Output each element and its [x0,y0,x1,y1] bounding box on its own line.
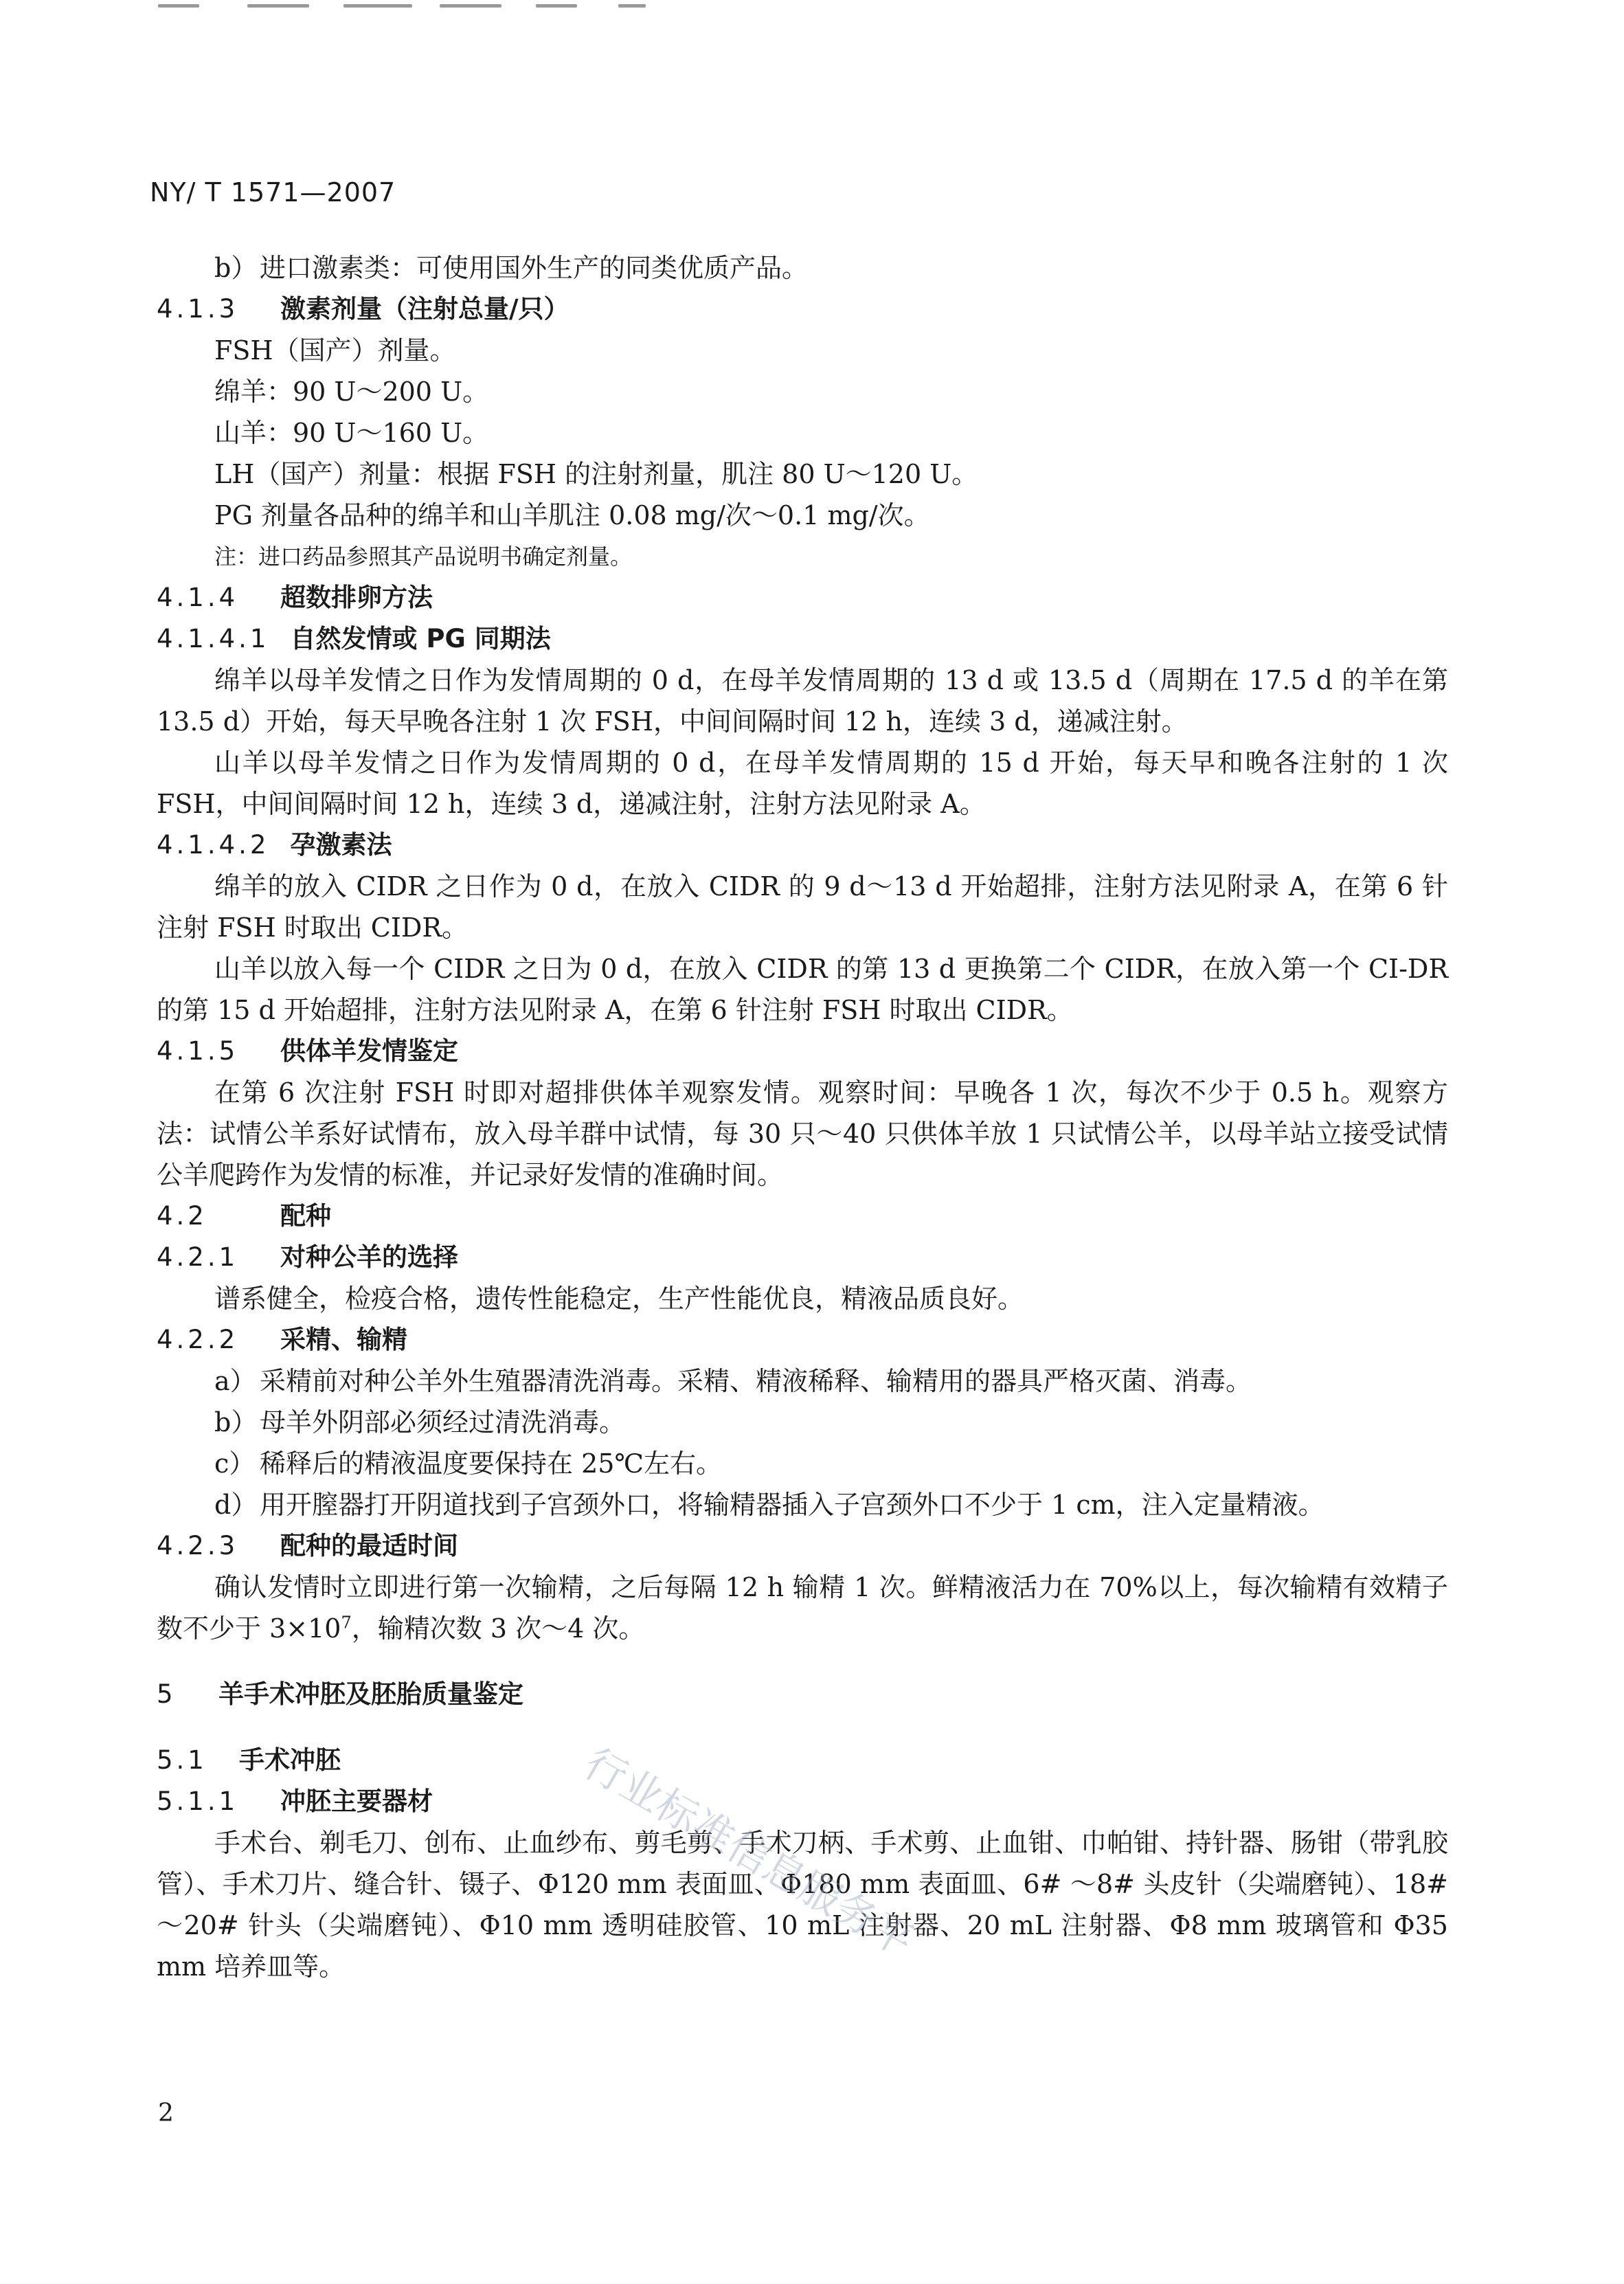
heading-5-1-1: 5.1.1 冲胚主要器材 [157,1787,433,1816]
dose-line: PG 剂量各品种的绵羊和山羊肌注 0.08 mg/次～0.1 mg/次。 [214,500,930,530]
page-number: 2 [158,2099,174,2127]
heading-4-1-5: 4.1.5 供体羊发情鉴定 [157,1036,458,1066]
heading-4-1-4: 4.1.4 超数排卵方法 [157,583,433,612]
list-item: c） 稀释后的精液温度要保持在 25℃左右。 [214,1448,722,1479]
heading-5-1: 5.1 手术冲胚 [157,1745,341,1775]
list-item: a） 采精前对种公羊外生殖器清洗消毒。采精、精液稀释、输精用的器具严格灭菌、消毒。 [214,1366,1252,1396]
paragraph: 谱系健全，检疫合格，遗传性能稳定，生产性能优良，精液品质良好。 [214,1284,1024,1314]
paragraph: 绵羊的放入 CIDR 之日作为 0 d，在放入 CIDR 的 9 d～13 d 开始超排，注射方法见附录 A，在第 6 针注射 FSH 时取出 CIDR。 [157,871,1448,943]
heading-4-1-4-1: 4.1.4.1 自然发情或 PG 同期法 [157,624,551,653]
list-item: d）用开膣器打开阴道找到子宫颈外口，将输精器插入子宫颈外口不少于 1 cm，注入定量精液。 [214,1490,1324,1520]
heading-5: 5 羊手术冲胚及胚胎质量鉴定 [157,1679,523,1709]
dose-line: FSH（国产）剂量。 [214,335,456,366]
heading-4-2-1: 4.2.1 对种公羊的选择 [157,1242,458,1272]
paragraph: 绵羊以母羊发情之日作为发情周期的 0 d，在母羊发情周期的 13 d 或 13.5 d（周期在 17.5 d 的羊在第 13.5 d）开始，每天早晚各注射 1 次 FSH，中间间隔时间 12 h，连续 3 d，递减注射。 [157,665,1448,737]
heading-4-1-3: 4.1.3 激素剂量（注射总量/只） [157,294,569,324]
paragraph: 山羊以母羊发情之日作为发情周期的 0 d，在母羊发情周期的 15 d 开始，每天早和晚各注射的 1 次 FSH，中间间隔时间 12 h，连续 3 d，递减注射，注射方法见附录 A。 [157,748,1448,819]
paragraph: 确认发情时立即进行第一次输精，之后每隔 12 h 输精 1 次。鲜精液活力在 70%以上，每次输精有效精子数不少于 $3\times 10^7$，输精次数 3 次～4 次。 [157,1572,1448,1644]
heading-4-2-2: 4.2.2 采精、输精 [157,1325,407,1354]
heading-4-2: 4.2 配种 [157,1201,331,1231]
watermark: 行业标准信息服务平 [576,1739,922,1967]
dose-line: 绵羊：90 U～200 U。 [214,377,489,407]
heading-4-1-4-2: 4.1.4.2 孕激素法 [157,830,392,860]
paragraph: 手术台、剃毛刀、创布、止血纱布、剪毛剪、手术刀柄、手术剪、止血钳、巾帕钳、持针器、肠钳（带乳胶管）、手术刀片、缝合针、镊子、Φ120 mm 表面皿、Φ180 mm 表面皿、6# ～8# 头皮针（尖端磨钝）、18# ～20# 针头（尖端磨钝）、Φ10 mm 透明硅胶管、10 mL 注射器、20 mL 注射器、Φ8 mm 玻璃管和 Φ35 mm 培养皿等。 [157,1828,1448,1982]
paragraph: 在第 6 次注射 FSH 时即对超排供体羊观察发情。观察时间：早晚各 1 次，每次不少于 0.5 h。观察方法：试情公羊系好试情布，放入母羊群中试情，每 30 只～40 只供体羊放 1 只试情公羊，以母羊站立接受试情公羊爬跨作为发情的标准，并记录好发情的准确时间。 [157,1077,1448,1190]
document-body [157,247,1448,1987]
paragraph: 山羊以放入每一个 CIDR 之日为 0 d，在放入 CIDR 的第 13 d 更换第二个 CIDR，在放入第一个 CI-DR 的第 15 d 开始超排，注射方法见附录 A，在第 6 针注射 FSH 时取出 CIDR。 [157,954,1448,1025]
list-item-b-import: b）进口激素类：可使用国外生产的同类优质产品。 [214,253,809,283]
dose-line: 山羊：90 U～160 U。 [214,418,489,448]
list-item: b）母羊外阴部必须经过清洗消毒。 [214,1407,626,1437]
dose-line: LH（国产）剂量：根据 FSH 的注射剂量，肌注 80 U～120 U。 [214,459,978,489]
scan-top-edge-marks [151,0,769,14]
standard-number-header: NY/ T 1571—2007 [150,177,396,208]
note: 注：进口药品参照其产品说明书确定剂量。 [214,544,633,570]
heading-4-2-3: 4.2.3 配种的最适时间 [157,1531,458,1560]
